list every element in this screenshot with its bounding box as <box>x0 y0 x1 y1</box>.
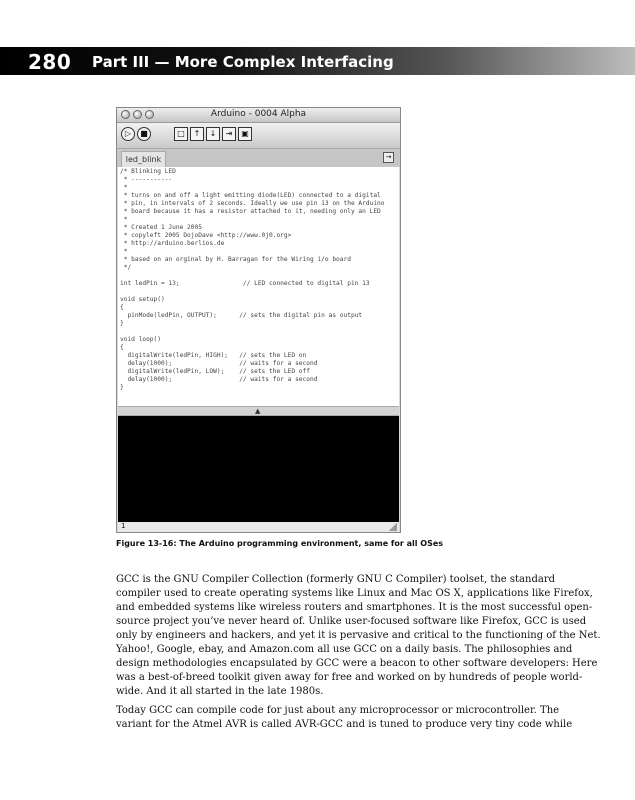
code-line: } <box>120 320 124 327</box>
code-line: * http://arduino.berlios.de <box>120 240 225 247</box>
body-line: variant for the Atmel AVR is called AVR-GCC and is tuned to produce very tiny code while <box>116 719 573 730</box>
figure-caption <box>116 539 443 548</box>
code-line: * ----------- <box>120 176 173 183</box>
code-line: { <box>120 344 124 351</box>
figure-label: Figure 13-16: <box>116 539 177 548</box>
body-line: and embedded systems like wireless routers and smartphones. It is the most successful open- <box>116 602 593 613</box>
code-line: digitalWrite(ledPin, LOW); // sets the LED off <box>120 368 310 375</box>
message-console <box>118 416 399 522</box>
code-line: * Created 1 June 2005 <box>120 224 202 231</box>
verify-icon[interactable]: ▷ <box>121 127 135 141</box>
code-editor[interactable] <box>118 167 399 406</box>
code-line: pinMode(ledPin, OUTPUT); // sets the digital pin as output <box>120 312 363 319</box>
code-line: * <box>120 184 128 191</box>
body-line: was a best-of-breed toolkit given away for free and worked on by hundreds of people world- <box>116 672 583 683</box>
status-bar <box>118 522 399 532</box>
tab-bar <box>117 149 400 167</box>
window-title: Arduino - 0004 Alpha <box>210 109 307 119</box>
code-line: * pin, in intervals of 2 seconds. Ideally we use pin 13 on the Arduino <box>120 200 385 207</box>
code-line: delay(1000); // waits for a second <box>120 360 318 367</box>
figure-text: The Arduino programming environment, same for all OSes <box>179 539 444 548</box>
body-line: Yahoo!, Google, ebay, and Amazon.com all use GCC on a daily basis. The philosophies and <box>116 644 573 655</box>
arduino-window <box>116 107 401 533</box>
part-title: Part III — More Complex Interfacing <box>92 53 394 71</box>
code-line: void loop() <box>120 336 161 343</box>
body-line: compiler used to create operating systems like Linux and Mac OS X, applications like Firefox, <box>116 588 593 599</box>
code-line: * based on an orginal by H. Barragan for the Wiring i/o board <box>120 256 351 263</box>
code-line: int ledPin = 13; // LED connected to digital pin 13 <box>120 280 370 287</box>
code-line: * <box>120 216 128 223</box>
code-line: void setup() <box>120 296 165 303</box>
divider-arrow-icon: ▲ <box>255 407 261 415</box>
window-titlebar <box>117 108 400 123</box>
line-number: 1 <box>121 522 126 530</box>
code-line: */ <box>120 264 132 271</box>
code-line: * <box>120 248 128 255</box>
body-line: GCC is the GNU Compiler Collection (formerly GNU C Compiler) toolset, the standard <box>116 574 556 585</box>
stop-icon[interactable]: ■ <box>137 127 151 141</box>
save-icon[interactable]: ↓ <box>206 127 220 141</box>
serial-monitor-icon[interactable]: ▣ <box>238 127 252 141</box>
toolbar <box>117 123 400 149</box>
body-line: only by engineers and hackers, and yet it is pervasive and critical to the functioning of the Net. <box>116 630 601 641</box>
code-line: * board because it has a resistor attached to it, needing only an LED <box>120 208 381 215</box>
code-line: digitalWrite(ledPin, HIGH); // sets the LED on <box>120 352 307 359</box>
code-line: delay(1000); // waits for a second <box>120 376 318 383</box>
open-icon[interactable]: ↑ <box>190 127 204 141</box>
body-line: design methodologies encapsulated by GCC were a beacon to other software developers: Here <box>116 658 598 669</box>
body-line: Today GCC can compile code for just about any microprocessor or microcontroller. The <box>116 705 560 716</box>
tab-led-blink[interactable]: led_blink <box>121 151 166 167</box>
resize-grip-icon[interactable] <box>389 523 397 531</box>
page-number: 280 <box>28 50 72 74</box>
editor-console-divider[interactable] <box>118 406 399 416</box>
code-line: { <box>120 304 124 311</box>
tab-menu-arrow-icon[interactable]: → <box>383 152 394 163</box>
new-icon[interactable]: □ <box>174 127 188 141</box>
upload-icon[interactable]: ⇥ <box>222 127 236 141</box>
code-line: * turns on and off a light emitting diode(LED) connected to a digital <box>120 192 381 199</box>
code-line: } <box>120 384 124 391</box>
code-line: * copyleft 2005 DojoDave <http://www.0j0.org> <box>120 232 292 239</box>
code-line: /* Blinking LED <box>120 168 176 175</box>
body-line: wide. And it all started in the late 1980s. <box>116 686 324 697</box>
body-line: source project you’ve never heard of. Unlike user-focused software like Firefox, GCC is used <box>116 616 587 627</box>
